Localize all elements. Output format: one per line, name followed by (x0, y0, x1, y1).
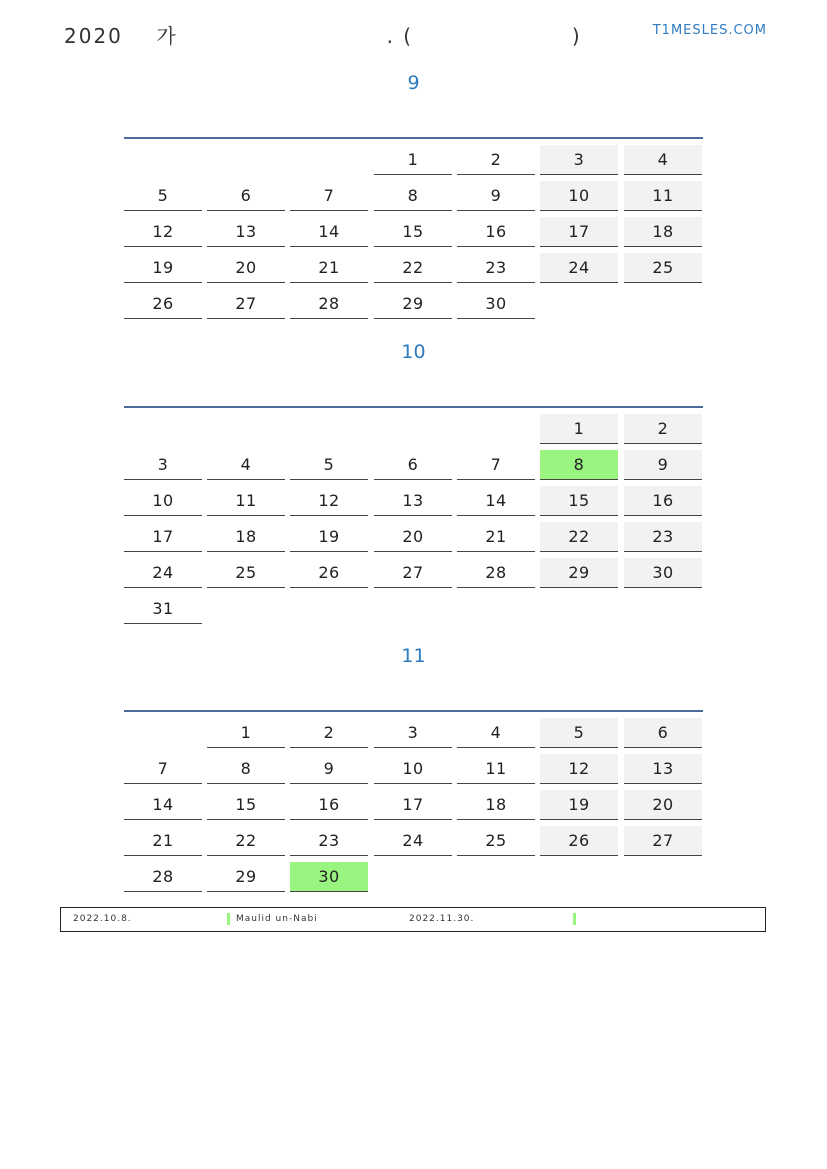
calendar-day-cell: 3 (540, 145, 618, 175)
calendar-day-cell: 1 (374, 145, 452, 175)
calendar-day-cell: 26 (124, 289, 202, 319)
calendar-day-cell: 18 (207, 522, 285, 552)
calendar-day-cell: 1 (540, 414, 618, 444)
calendar-day-cell: 21 (290, 253, 368, 283)
calendar-day-cell: 23 (624, 522, 702, 552)
calendar-day-cell: 13 (624, 754, 702, 784)
calendar-day-cell: 10 (540, 181, 618, 211)
calendar-day-cell: 28 (290, 289, 368, 319)
calendar-day-cell: 1 (207, 718, 285, 748)
calendar-day-cell: 6 (207, 181, 285, 211)
calendar-day-cell: 11 (457, 754, 535, 784)
calendar-day-cell: 12 (540, 754, 618, 784)
calendar-day-cell: 24 (124, 558, 202, 588)
calendar-day-cell: 15 (540, 486, 618, 516)
calendar-day-cell: 22 (540, 522, 618, 552)
calendar-day-cell: 19 (124, 253, 202, 283)
calendar-day-cell: 4 (457, 718, 535, 748)
calendar-day-cell: 16 (290, 790, 368, 820)
calendar-day-cell: 22 (374, 253, 452, 283)
calendar-day-cell: 21 (457, 522, 535, 552)
legend-marker-2 (573, 913, 576, 925)
calendar-day-cell: 25 (457, 826, 535, 856)
calendar-day-cell: 18 (457, 790, 535, 820)
calendar-day-cell: 7 (457, 450, 535, 480)
calendar-day-cell: 25 (207, 558, 285, 588)
calendar-september (124, 137, 703, 323)
calendar-day-cell: 6 (624, 718, 702, 748)
holiday-legend (60, 907, 766, 932)
calendar-day-cell: 14 (457, 486, 535, 516)
calendar-day-cell: 9 (457, 181, 535, 211)
calendar-day-cell: 22 (207, 826, 285, 856)
calendar-day-cell: 5 (290, 450, 368, 480)
calendar-day-cell: 7 (290, 181, 368, 211)
calendar-day-cell: 25 (624, 253, 702, 283)
calendar-day-cell: 19 (290, 522, 368, 552)
calendar-day-cell: 18 (624, 217, 702, 247)
month-title-november: 11 (401, 645, 426, 667)
legend-date-2: 2022.11.30. (409, 914, 475, 924)
calendar-day-cell: 19 (540, 790, 618, 820)
calendar-day-cell: 3 (124, 450, 202, 480)
calendar-day-cell: 27 (624, 826, 702, 856)
calendar-day-cell: 29 (207, 862, 285, 892)
calendar-november (124, 710, 703, 896)
calendar-day-cell: 5 (124, 181, 202, 211)
calendar-day-cell: 11 (207, 486, 285, 516)
calendar-day-cell: 8 (374, 181, 452, 211)
calendar-day-cell: 21 (124, 826, 202, 856)
calendar-day-cell: 17 (374, 790, 452, 820)
calendar-day-cell: 12 (124, 217, 202, 247)
calendar-day-cell: 13 (207, 217, 285, 247)
calendar-day-cell: 8 (540, 450, 618, 480)
legend-date-1: 2022.10.8. (73, 914, 132, 924)
calendar-day-cell: 28 (124, 862, 202, 892)
calendar-day-cell: 23 (290, 826, 368, 856)
calendar-day-cell: 7 (124, 754, 202, 784)
calendar-day-cell: 20 (624, 790, 702, 820)
calendar-day-cell: 26 (290, 558, 368, 588)
calendar-day-cell: 20 (207, 253, 285, 283)
calendar-day-cell: 10 (124, 486, 202, 516)
page-header-title: 2020 가 . ( ) (64, 24, 582, 48)
calendar-day-cell: 20 (374, 522, 452, 552)
calendar-day-cell: 5 (540, 718, 618, 748)
calendar-day-cell: 9 (624, 450, 702, 480)
calendar-day-cell: 12 (290, 486, 368, 516)
calendar-day-cell: 2 (624, 414, 702, 444)
calendar-day-cell: 24 (374, 826, 452, 856)
calendar-day-cell: 2 (457, 145, 535, 175)
calendar-day-cell: 27 (207, 289, 285, 319)
calendar-day-cell: 29 (374, 289, 452, 319)
calendar-day-cell: 28 (457, 558, 535, 588)
month-title-september: 9 (407, 72, 420, 94)
calendar-day-cell: 6 (374, 450, 452, 480)
month-title-october: 10 (401, 341, 426, 363)
calendar-day-cell: 4 (207, 450, 285, 480)
calendar-day-cell: 30 (457, 289, 535, 319)
calendar-day-cell: 24 (540, 253, 618, 283)
calendar-day-cell: 2 (290, 718, 368, 748)
calendar-day-cell: 15 (207, 790, 285, 820)
calendar-day-cell: 27 (374, 558, 452, 588)
calendar-day-cell: 16 (457, 217, 535, 247)
calendar-day-cell: 4 (624, 145, 702, 175)
calendar-day-cell: 23 (457, 253, 535, 283)
calendar-day-cell: 14 (290, 217, 368, 247)
calendar-day-cell: 17 (540, 217, 618, 247)
calendar-day-cell: 31 (124, 594, 202, 624)
calendar-day-cell: 30 (624, 558, 702, 588)
site-brand-link[interactable]: T1MESLES.COM (652, 23, 767, 38)
calendar-day-cell: 29 (540, 558, 618, 588)
legend-marker-1 (227, 913, 230, 925)
calendar-day-cell: 11 (624, 181, 702, 211)
calendar-day-cell: 14 (124, 790, 202, 820)
calendar-day-cell: 9 (290, 754, 368, 784)
calendar-day-cell: 16 (624, 486, 702, 516)
calendar-day-cell: 8 (207, 754, 285, 784)
calendar-day-cell: 3 (374, 718, 452, 748)
calendar-day-cell: 30 (290, 862, 368, 892)
calendar-day-cell: 10 (374, 754, 452, 784)
legend-name-1: Maulid un-Nabi (236, 914, 318, 924)
calendar-day-cell: 26 (540, 826, 618, 856)
calendar-day-cell: 15 (374, 217, 452, 247)
calendar-day-cell: 13 (374, 486, 452, 516)
calendar-october (124, 406, 703, 628)
calendar-day-cell: 17 (124, 522, 202, 552)
